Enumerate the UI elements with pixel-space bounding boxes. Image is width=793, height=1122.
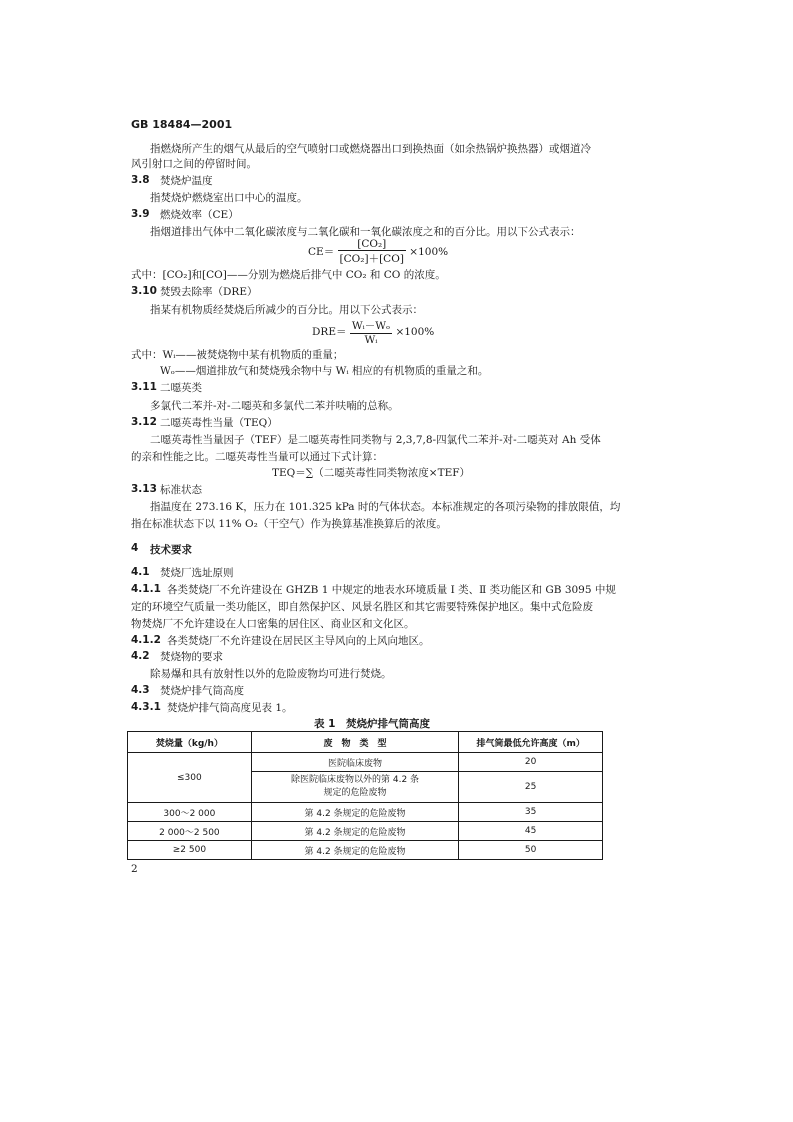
section-4-3-1-text: 焚烧炉排气筒高度见表 1。 bbox=[167, 702, 293, 714]
section-3-13-number: 3.13 bbox=[131, 483, 157, 495]
table-cell-amount: ≥2 500 bbox=[128, 841, 252, 860]
section-3-13-title: 标准状态 bbox=[160, 484, 202, 496]
ce-denominator: [CO₂]＋[CO] bbox=[339, 253, 404, 265]
table-cell-type bbox=[251, 772, 459, 803]
table-cell-height: 20 bbox=[459, 753, 603, 772]
section-4-3-1-number: 4.3.1 bbox=[131, 701, 161, 713]
table-cell-height: 35 bbox=[459, 803, 603, 822]
section-3-10-number: 3.10 bbox=[131, 285, 157, 297]
chimney-height-table bbox=[127, 731, 603, 860]
ce-formula bbox=[308, 238, 448, 266]
section-3-10-body: 指某有机物质经焚烧后所减少的百分比。用以下公式表示： bbox=[150, 304, 423, 316]
section-4-1-title: 焚烧厂选址原则 bbox=[160, 567, 234, 579]
section-3-12-number: 3.12 bbox=[131, 416, 157, 428]
table-cell-type-line-2: 规定的危险废物 bbox=[323, 788, 387, 798]
table-row bbox=[128, 822, 603, 841]
table-cell-height: 45 bbox=[459, 822, 603, 841]
ce-formula-tail: ×100% bbox=[409, 246, 449, 258]
dre-denominator: Wᵢ bbox=[364, 334, 378, 346]
section-4-3-number: 4.3 bbox=[131, 684, 150, 696]
section-4-1-1-line-2: 定的环境空气质量一类功能区，即自然保护区、风景名胜区和其它需要特殊保护地区。集中式危险废 bbox=[131, 601, 593, 613]
dre-numerator: Wᵢ－Wₒ bbox=[351, 320, 391, 332]
section-4-1-1-line-3: 物焚烧厂不允许建设在人口密集的居住区、商业区和文化区。 bbox=[131, 618, 415, 630]
section-3-11-number: 3.11 bbox=[131, 381, 157, 393]
section-4-2-title: 焚烧物的要求 bbox=[160, 651, 223, 663]
table-cell-type: 第 4.2 条规定的危险废物 bbox=[251, 841, 459, 860]
table-caption: 表 1 焚烧炉排气筒高度 bbox=[314, 718, 430, 730]
table-cell-type: 医院临床废物 bbox=[251, 753, 459, 772]
dre-formula-lhs: DRE＝ bbox=[312, 326, 347, 338]
section-4-3-title: 焚烧炉排气筒高度 bbox=[160, 685, 244, 697]
section-3-11-body: 多氯代二苯并-对-二噁英和多氯代二苯并呋喃的总称。 bbox=[150, 400, 399, 412]
table-row bbox=[128, 803, 603, 822]
section-3-8-number: 3.8 bbox=[131, 174, 150, 186]
ce-fraction bbox=[338, 238, 406, 266]
dre-fraction bbox=[350, 318, 392, 346]
table-row bbox=[128, 753, 603, 772]
table-header-height: 排气筒最低允许高度（m） bbox=[459, 732, 603, 753]
section-3-13-body-1: 指温度在 273.16 K，压力在 101.325 kPa 时的气体状态。本标准规定的各项污染物的排放限值，均 bbox=[150, 501, 621, 513]
table-cell-amount: ≤300 bbox=[128, 753, 252, 803]
table-cell-type: 第 4.2 条规定的危险废物 bbox=[251, 822, 459, 841]
dre-formula bbox=[312, 318, 434, 346]
ce-formula-lhs: CE＝ bbox=[308, 246, 335, 258]
teq-formula: TEQ＝∑（二噁英毒性同类物浓度×TEF） bbox=[272, 467, 471, 479]
section-4-1-2-number: 4.1.2 bbox=[131, 634, 161, 646]
table-cell-type-line-1: 除医院临床废物以外的第 4.2 条 bbox=[291, 775, 420, 785]
section-3-11-title: 二噁英类 bbox=[160, 382, 202, 394]
section-4-2-body: 除易爆和具有放射性以外的危险废物均可进行焚烧。 bbox=[150, 668, 392, 680]
section-3-9-number: 3.9 bbox=[131, 208, 150, 220]
section-4-1-1-line-1: 各类焚烧厂不允许建设在 GHZB 1 中规定的地表水环境质量 Ⅰ 类、Ⅱ 类功能区和 GB 3095 中规 bbox=[167, 584, 616, 596]
ce-note: 式中：[CO₂]和[CO]——分别为燃烧后排气中 CO₂ 和 CO 的浓度。 bbox=[131, 269, 446, 281]
intro-line-1: 指燃烧所产生的烟气从最后的空气喷射口或燃烧器出口到换热面（如余热锅炉换热器）或烟道冷 bbox=[150, 143, 591, 155]
section-4-number: 4 bbox=[131, 542, 139, 554]
section-3-12-body-2: 的亲和性能之比。二噁英毒性当量可以通过下式计算： bbox=[131, 451, 383, 463]
page-number: 2 bbox=[131, 863, 138, 875]
table-row bbox=[128, 841, 603, 860]
dre-formula-tail: ×100% bbox=[395, 326, 435, 338]
section-3-8-body: 指焚烧炉燃烧室出口中心的温度。 bbox=[150, 192, 308, 204]
intro-line-2: 风引射口之间的停留时间。 bbox=[131, 158, 257, 170]
table-cell-type: 第 4.2 条规定的危险废物 bbox=[251, 803, 459, 822]
section-3-9-body: 指烟道排出气体中二氧化碳浓度与二氧化碳和一氧化碳浓度之和的百分比。用以下公式表示： bbox=[150, 226, 581, 238]
section-3-8-title: 焚烧炉温度 bbox=[160, 175, 213, 187]
section-3-9-title: 燃烧效率（CE） bbox=[160, 209, 239, 221]
section-4-1-2-text: 各类焚烧厂不允许建设在居民区主导风向的上风向地区。 bbox=[167, 635, 430, 647]
standard-number: GB 18484—2001 bbox=[131, 118, 233, 131]
table-header-type: 废 物 类 型 bbox=[251, 732, 459, 753]
section-3-13-body-2: 指在标准状态下以 11% O₂（干空气）作为换算基准换算后的浓度。 bbox=[131, 518, 447, 530]
table-cell-height: 25 bbox=[459, 772, 603, 803]
dre-note-1: 式中：Wᵢ——被焚烧物中某有机物质的重量； bbox=[131, 349, 344, 361]
table-header-row bbox=[128, 732, 603, 753]
section-3-12-title: 二噁英毒性当量（TEQ） bbox=[160, 417, 278, 429]
table-cell-height: 50 bbox=[459, 841, 603, 860]
section-4-1-1-number: 4.1.1 bbox=[131, 583, 161, 595]
ce-numerator: [CO₂] bbox=[338, 238, 406, 251]
table-cell-amount: 2 000～2 500 bbox=[128, 822, 252, 841]
section-3-10-title: 焚毁去除率（DRE） bbox=[160, 286, 258, 298]
table-header-amount: 焚烧量（kg/h） bbox=[128, 732, 252, 753]
table-cell-amount: 300～2 000 bbox=[128, 803, 252, 822]
section-4-2-number: 4.2 bbox=[131, 650, 150, 662]
dre-note-2: Wₒ——烟道排放气和焚烧残余物中与 Wᵢ 相应的有机物质的重量之和。 bbox=[160, 365, 489, 377]
section-4-title: 技术要求 bbox=[150, 544, 192, 556]
section-3-12-body-1: 二噁英毒性当量因子（TEF）是二噁英毒性同类物与 2,3,7,8-四氯代二苯并-对-二噁英对 Ah 受体 bbox=[150, 434, 601, 446]
section-4-1-number: 4.1 bbox=[131, 566, 150, 578]
